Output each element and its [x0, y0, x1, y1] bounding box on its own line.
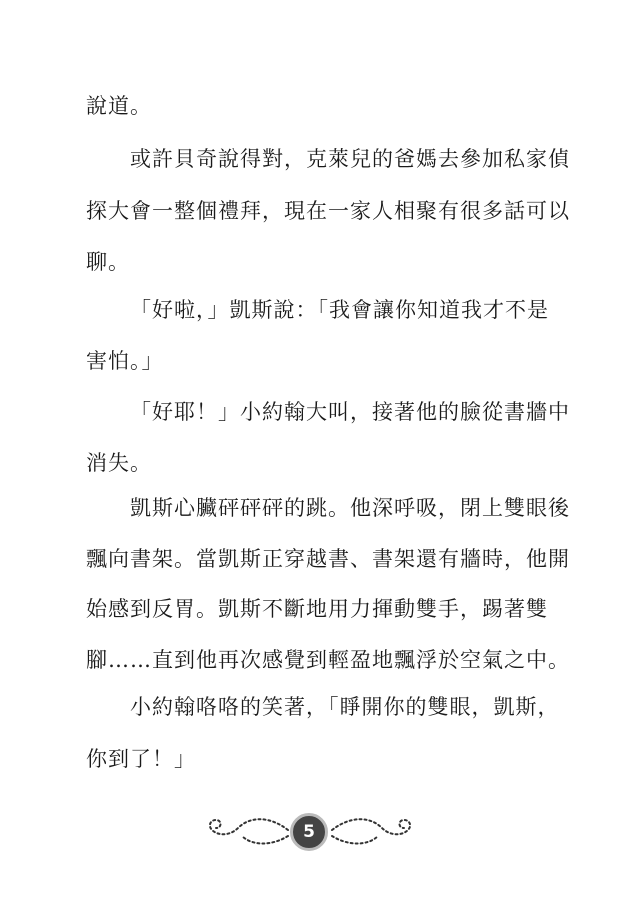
- text-line: 或許貝奇說得對，克萊兒的爸媽去參加私家偵: [130, 147, 570, 171]
- text-line: 消失。: [86, 451, 152, 475]
- text-line: 腳……直到他再次感覺到輕盈地飄浮於空氣之中。: [86, 648, 570, 672]
- text-line: 探大會一整個禮拜，現在一家人相聚有很多話可以: [86, 199, 570, 223]
- page-number-badge: [290, 813, 328, 851]
- text-line: 小約翰咯咯的笑著，「睜開你的雙眼，凱斯，: [130, 695, 560, 719]
- text-line: 說道。: [86, 94, 152, 118]
- text-line: 飄向書架。當凱斯正穿越書、書架還有牆時，他開: [86, 547, 570, 571]
- text-line: 凱斯心臟砰砰砰的跳。他深呼吸，閉上雙眼後: [130, 496, 570, 520]
- text-line: 害怕。」: [86, 349, 164, 373]
- page-footer: [200, 806, 420, 856]
- text-line: 「好耶！」小約翰大叫，接著他的臉從書牆中: [130, 400, 570, 424]
- text-line: 你到了！」: [86, 747, 196, 771]
- text-line: 始感到反胃。凱斯不斷地用力揮動雙手，踢著雙: [86, 597, 548, 621]
- page-number: 5: [303, 822, 315, 842]
- text-line: 「好啦，」凱斯說：「我會讓你知道我才不是: [130, 298, 549, 322]
- text-line: 聊。: [86, 250, 130, 274]
